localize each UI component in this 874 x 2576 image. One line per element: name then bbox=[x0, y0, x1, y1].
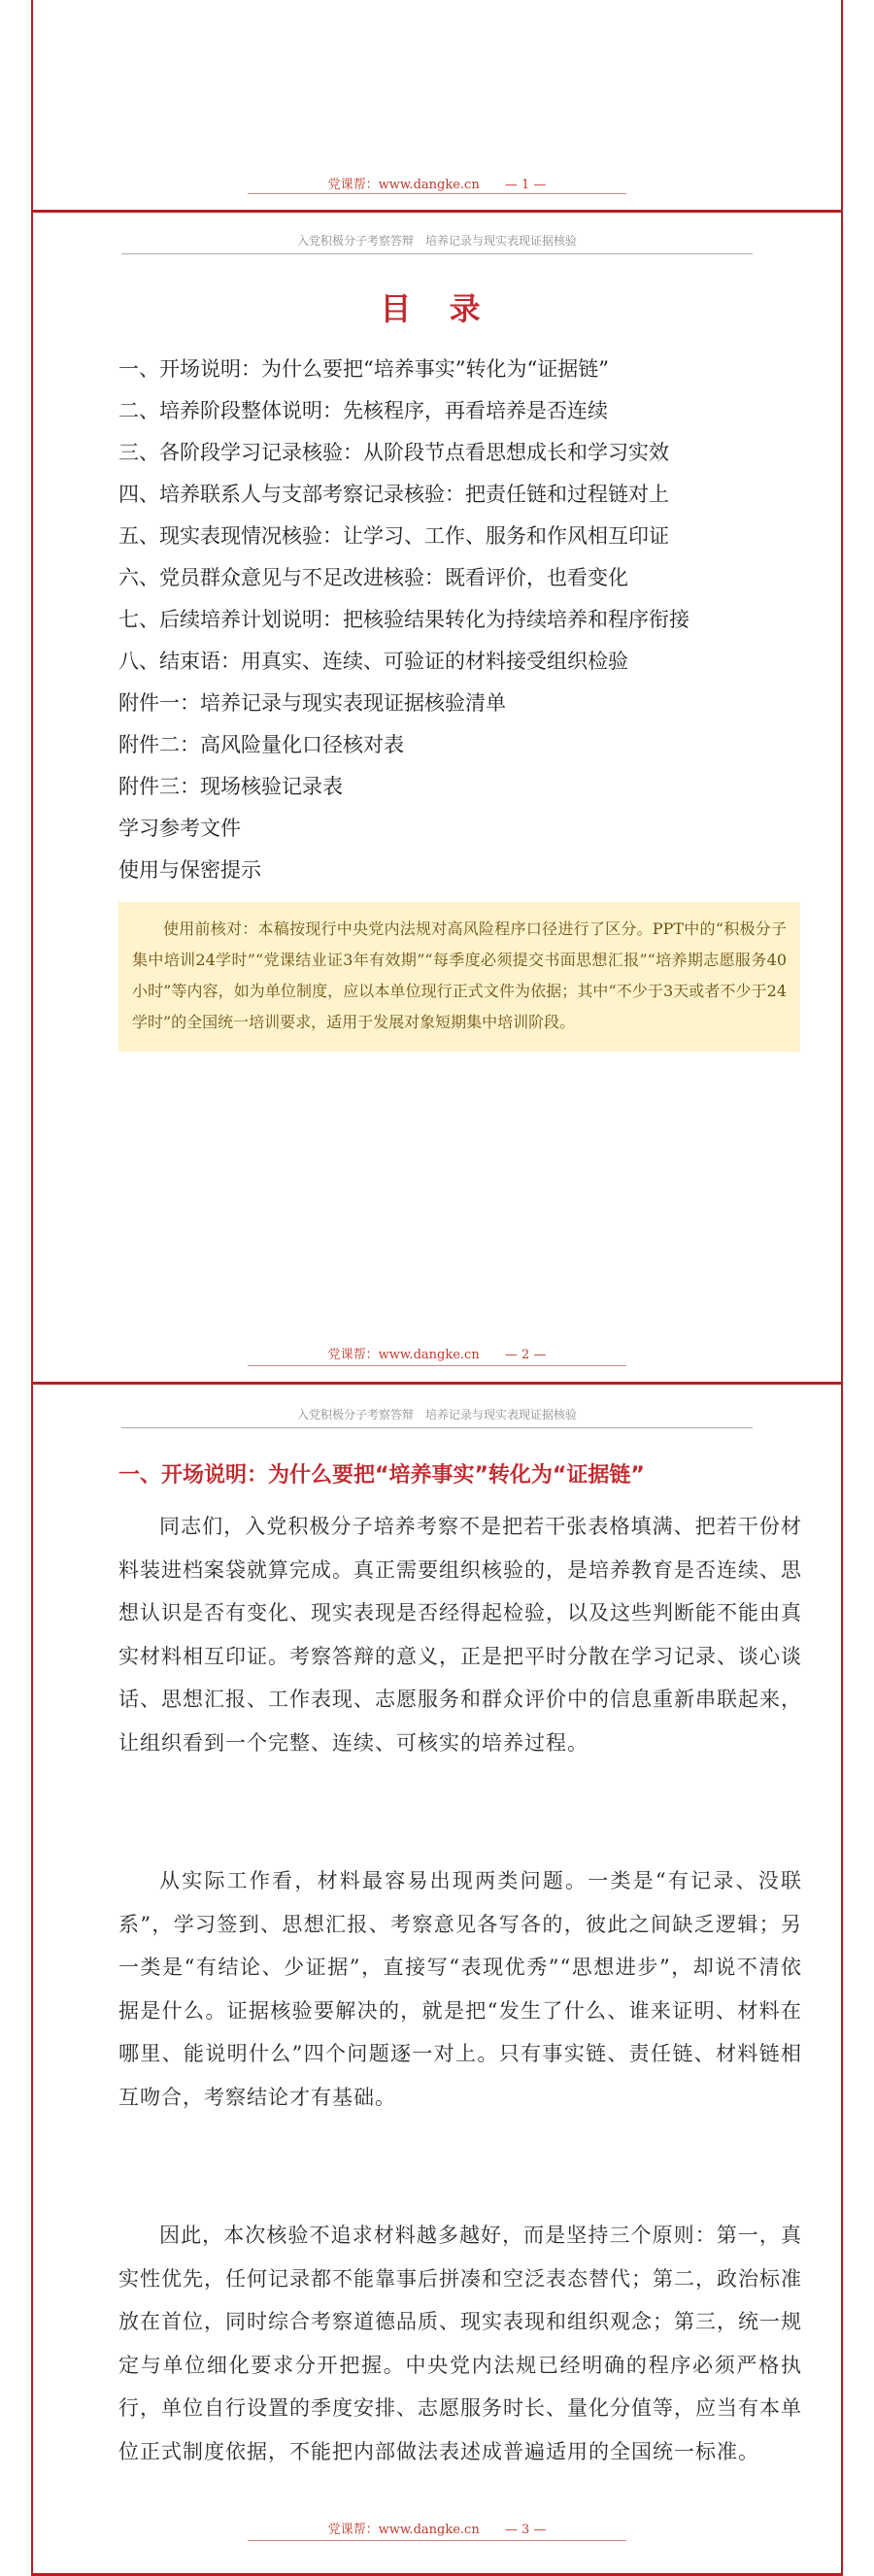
footer-site: 党课帮：www.dangke.cn bbox=[327, 2523, 480, 2537]
usage-note: 使用前核对：本稿按现行中央党内法规对高风险程序口径进行了区分。PPT中的“积极分子集中培训24学时”“党课结业证3年有效期”“每季度必须提交书面思想汇报”“培养期志愿服务40小时”等内容，如为单位制度，应以本单位现行正式文件为依据；其中“不少于3天或者不少于24学时”的全国统一培训要求，适用于发展对象短期集中培训阶段。 bbox=[118, 902, 800, 1052]
toc-item[interactable]: 附件三：现场核验记录表 bbox=[118, 775, 343, 798]
page-footer bbox=[33, 2519, 841, 2537]
toc-item[interactable]: 八、结束语：用真实、连续、可验证的材料接受组织检验 bbox=[118, 650, 628, 673]
page-header bbox=[33, 1406, 841, 1422]
header-rule bbox=[121, 1427, 753, 1428]
footer-rule bbox=[248, 1365, 626, 1366]
section-heading: 一、开场说明：为什么要把“培养事实”转化为“证据链” bbox=[118, 1463, 645, 1488]
page-2 bbox=[31, 213, 843, 1382]
toc-item[interactable]: 一、开场说明：为什么要把“培养事实”转化为“证据链” bbox=[118, 357, 609, 381]
toc-item[interactable]: 学习参考文件 bbox=[118, 817, 241, 840]
footer-site: 党课帮：www.dangke.cn bbox=[327, 1348, 480, 1362]
header-rule bbox=[121, 253, 753, 254]
page-number: — 1 — bbox=[504, 178, 547, 192]
footer-site: 党课帮：www.dangke.cn bbox=[327, 178, 480, 192]
footer-rule bbox=[248, 193, 626, 194]
toc-item[interactable]: 六、党员群众意见与不足改进核验：既看评价，也看变化 bbox=[118, 566, 628, 589]
body-paragraph: 同志们，入党积极分子培养考察不是把若干张表格填满、把若干份材料装进档案袋就算完成。真正需要组织核验的，是培养教育是否连续、思想认识是否有变化、现实表现是否经得起检验，以及这些判断能不能由真实材料相互印证。考察答辩的意义，正是把平时分散在学习记录、谈心谈话、思想汇报、工作表现、志愿服务和群众评价中的信息重新串联起来，让组织看到一个完整、连续、可核实的培养过程。 bbox=[118, 1515, 802, 1755]
page-3 bbox=[31, 1385, 843, 2576]
toc-item[interactable]: 七、后续培养计划说明：把核验结果转化为持续培养和程序衔接 bbox=[118, 608, 689, 631]
body-paragraph: 从实际工作看，材料最容易出现两类问题。一类是“有记录、没联系”，学习签到、思想汇报、考察意见各写各的，彼此之间缺乏逻辑；另一类是“有结论、少证据”，直接写“表现优秀”“思想进步”，却说不清依据是什么。证据核验要解决的，就是把“发生了什么、谁来证明、材料在哪里、能说明什么”四个问题逐一对上。只有事实链、责任链、材料链相互吻合，考察结论才有基础。 bbox=[118, 1869, 802, 2109]
page-footer bbox=[33, 174, 841, 192]
toc-item[interactable]: 四、培养联系人与支部考察记录核验：把责任链和过程链对上 bbox=[118, 483, 669, 506]
page-number: — 3 — bbox=[504, 2523, 547, 2537]
toc-list bbox=[118, 349, 798, 891]
toc-item[interactable]: 附件一：培养记录与现实表现证据核验清单 bbox=[118, 691, 506, 715]
body-paragraph: 因此，本次核验不追求材料越多越好，而是坚持三个原则：第一，真实性优先，任何记录都不能靠事后拼凑和空泛表态替代；第二，政治标准放在首位，同时综合考察道德品质、现实表现和组织观念；第三，统一规定与单位细化要求分开把握。中央党内法规已经明确的程序必须严格执行，单位自行设置的季度安排、志愿服务时长、量化分值等，应当有本单位正式制度依据，不能把内部做法表述成普遍适用的全国统一标准。 bbox=[118, 2224, 802, 2463]
toc-title: 目 录 bbox=[380, 290, 494, 327]
footer-rule bbox=[248, 2540, 626, 2541]
toc-item[interactable]: 使用与保密提示 bbox=[118, 858, 261, 882]
toc-item[interactable]: 二、培养阶段整体说明：先核程序，再看培养是否连续 bbox=[118, 399, 608, 422]
toc-item[interactable]: 五、现实表现情况核验：让学习、工作、服务和作风相互印证 bbox=[118, 524, 669, 548]
header-text: 入党积极分子考察答辩 培养记录与现实表现证据核验 bbox=[296, 234, 577, 248]
header-text: 入党积极分子考察答辩 培养记录与现实表现证据核验 bbox=[296, 1408, 577, 1422]
page-footer bbox=[33, 1344, 841, 1362]
page-number: — 2 — bbox=[504, 1348, 547, 1362]
toc-item[interactable]: 三、各阶段学习记录核验：从阶段节点看思想成长和学习实效 bbox=[118, 441, 669, 464]
page-header bbox=[33, 232, 841, 249]
toc-item[interactable]: 附件二：高风险量化口径核对表 bbox=[118, 733, 404, 756]
page-1 bbox=[31, 0, 843, 210]
